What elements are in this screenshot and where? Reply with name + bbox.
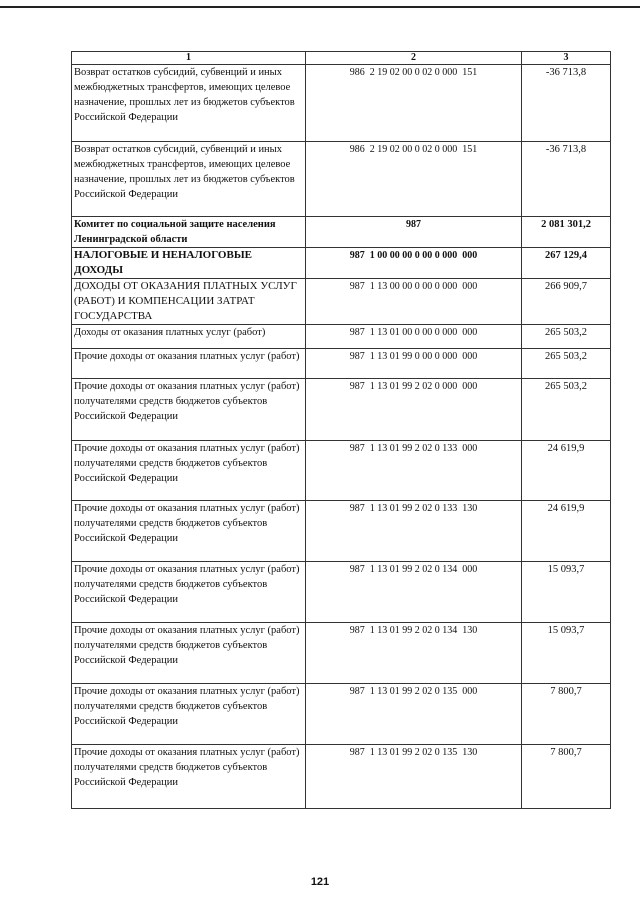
row-name-cell: Комитет по социальной защите населения Ленинградской области (72, 217, 306, 248)
row-code-cell: 987 1 13 00 00 0 00 0 000 000 (306, 279, 522, 325)
row-amount-cell: 7 800,7 (522, 745, 611, 809)
budget-table (71, 51, 611, 809)
row-amount-cell: 267 129,4 (522, 248, 611, 279)
row-amount-cell: 24 619,9 (522, 501, 611, 562)
table-row (72, 65, 611, 142)
row-name-cell: Прочие доходы от оказания платных услуг (работ) получателями средств бюджетов субъектов Российской Федерации (72, 745, 306, 809)
row-code-cell: 987 1 13 01 99 2 02 0 134 000 (306, 562, 522, 623)
row-code-cell: 987 1 13 01 99 2 02 0 135 000 (306, 684, 522, 745)
page-number: 121 (310, 876, 330, 888)
row-name-cell: Прочие доходы от оказания платных услуг (работ) получателями средств бюджетов субъектов Российской Федерации (72, 379, 306, 441)
header-col-2: 2 (306, 52, 522, 65)
row-name-cell: Прочие доходы от оказания платных услуг (работ) получателями средств бюджетов субъектов Российской Федерации (72, 562, 306, 623)
table-body (72, 65, 611, 809)
row-name-cell: Прочие доходы от оказания платных услуг (работ) получателями средств бюджетов субъектов Российской Федерации (72, 441, 306, 501)
table-row (72, 349, 611, 379)
table-row (72, 623, 611, 684)
table-row (72, 684, 611, 745)
row-name-cell: Доходы от оказания платных услуг (работ) (72, 325, 306, 349)
row-code-cell: 987 1 00 00 00 0 00 0 000 000 (306, 248, 522, 279)
row-name-cell: НАЛОГОВЫЕ И НЕНАЛОГОВЫЕ ДОХОДЫ (72, 248, 306, 279)
table-row (72, 217, 611, 248)
header-col-1: 1 (72, 52, 306, 65)
table-row (72, 142, 611, 217)
row-code-cell: 987 1 13 01 99 2 02 0 134 130 (306, 623, 522, 684)
row-amount-cell: 265 503,2 (522, 325, 611, 349)
row-name-cell: Возврат остатков субсидий, субвенций и иных межбюджетных трансфертов, имеющих целевое назначение, прошлых лет из бюджетов субъектов Российской Федерации (72, 65, 306, 142)
table-row (72, 248, 611, 279)
row-amount-cell: -36 713,8 (522, 142, 611, 217)
table-row (72, 745, 611, 809)
row-code-cell: 987 1 13 01 99 2 02 0 133 130 (306, 501, 522, 562)
row-amount-cell: 24 619,9 (522, 441, 611, 501)
row-name-cell: Прочие доходы от оказания платных услуг (работ) получателями средств бюджетов субъектов Российской Федерации (72, 684, 306, 745)
row-code-cell: 987 1 13 01 99 0 00 0 000 000 (306, 349, 522, 379)
table-row (72, 562, 611, 623)
header-col-3: 3 (522, 52, 611, 65)
table-row (72, 501, 611, 562)
table-row (72, 325, 611, 349)
row-code-cell: 987 1 13 01 99 2 02 0 000 000 (306, 379, 522, 441)
row-amount-cell: 265 503,2 (522, 349, 611, 379)
row-name-cell: Прочие доходы от оказания платных услуг (работ) получателями средств бюджетов субъектов Российской Федерации (72, 501, 306, 562)
row-amount-cell: 265 503,2 (522, 379, 611, 441)
table-row (72, 441, 611, 501)
row-code-cell: 987 1 13 01 00 0 00 0 000 000 (306, 325, 522, 349)
header-row (72, 52, 611, 65)
row-amount-cell: -36 713,8 (522, 65, 611, 142)
top-rule (0, 6, 640, 8)
row-code-cell: 986 2 19 02 00 0 02 0 000 151 (306, 65, 522, 142)
row-code-cell: 986 2 19 02 00 0 02 0 000 151 (306, 142, 522, 217)
row-code-cell: 987 (306, 217, 522, 248)
row-amount-cell: 7 800,7 (522, 684, 611, 745)
row-code-cell: 987 1 13 01 99 2 02 0 133 000 (306, 441, 522, 501)
row-name-cell: Возврат остатков субсидий, субвенций и иных межбюджетных трансфертов, имеющих целевое назначение, прошлых лет из бюджетов субъектов Российской Федерации (72, 142, 306, 217)
row-amount-cell: 266 909,7 (522, 279, 611, 325)
row-name-cell: Прочие доходы от оказания платных услуг (работ) получателями средств бюджетов субъектов Российской Федерации (72, 623, 306, 684)
row-name-cell: ДОХОДЫ ОТ ОКАЗАНИЯ ПЛАТНЫХ УСЛУГ (РАБОТ) И КОМПЕНСАЦИИ ЗАТРАТ ГОСУДАРСТВА (72, 279, 306, 325)
row-code-cell: 987 1 13 01 99 2 02 0 135 130 (306, 745, 522, 809)
table-row (72, 279, 611, 325)
row-amount-cell: 15 093,7 (522, 623, 611, 684)
table-row (72, 379, 611, 441)
row-amount-cell: 15 093,7 (522, 562, 611, 623)
row-amount-cell: 2 081 301,2 (522, 217, 611, 248)
row-name-cell: Прочие доходы от оказания платных услуг (работ) (72, 349, 306, 379)
